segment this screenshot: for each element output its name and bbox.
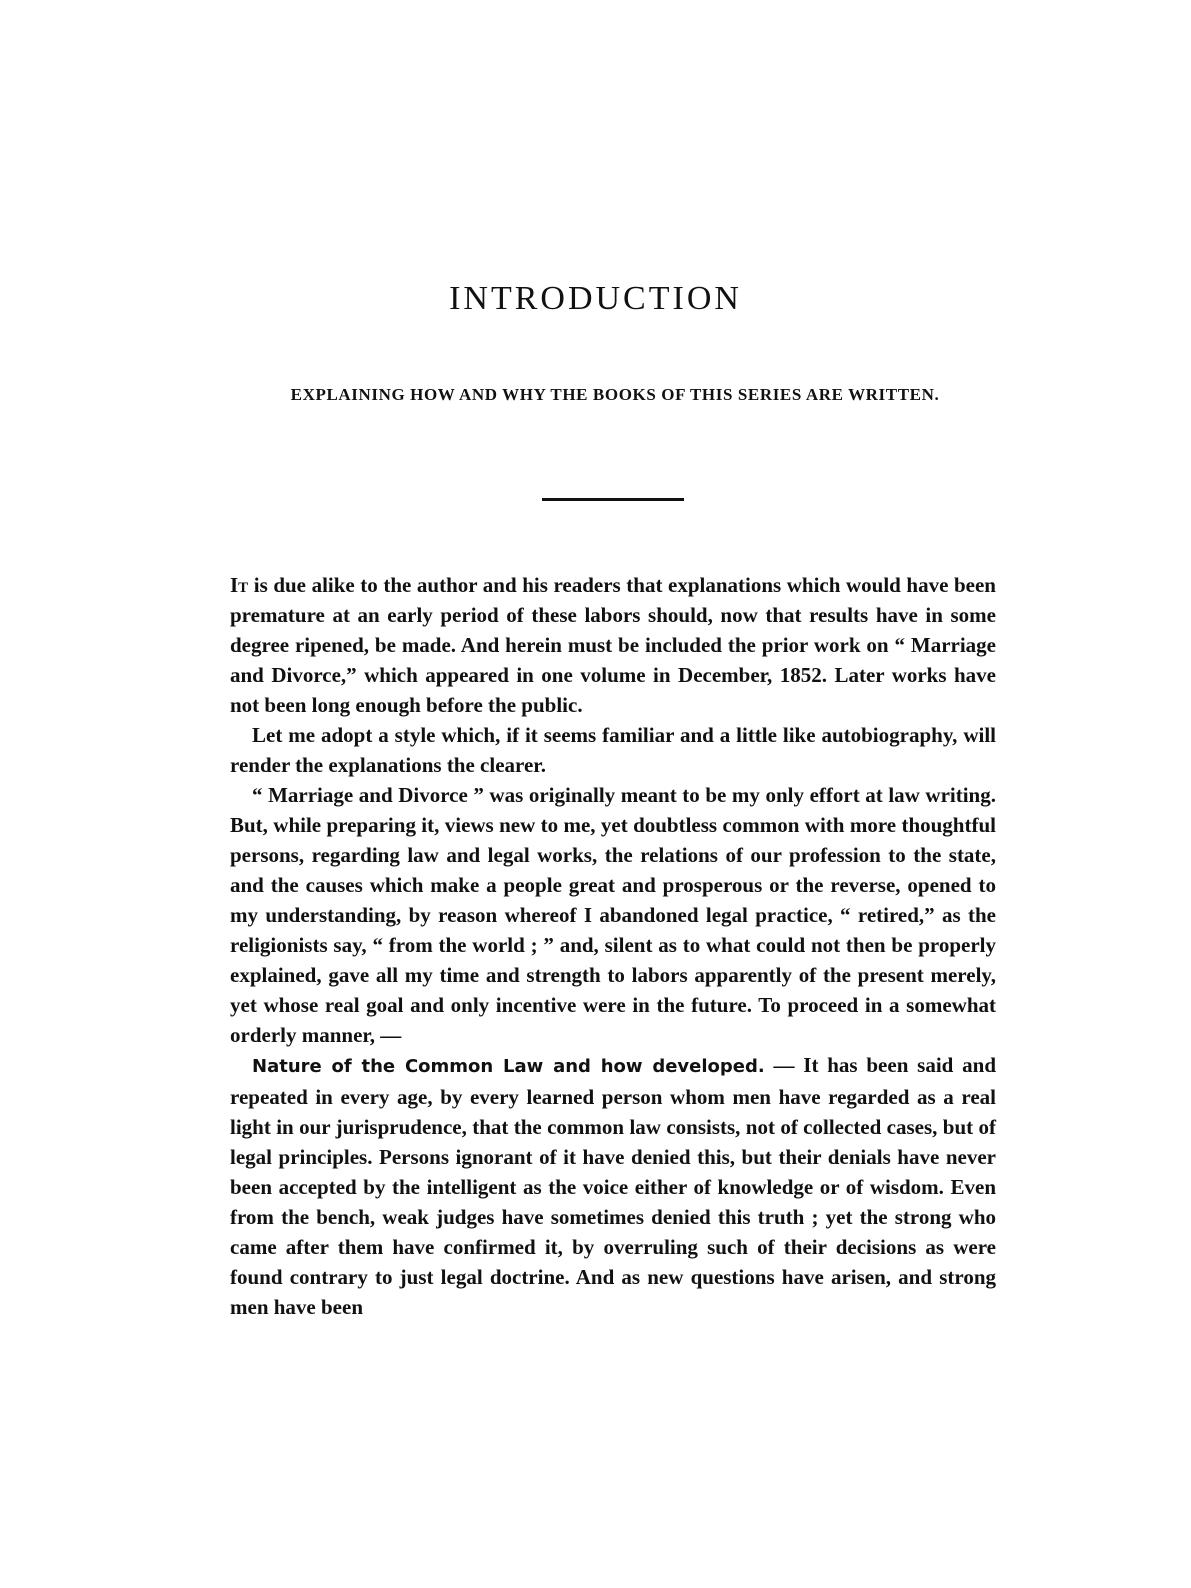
paragraph-3: “ Marriage and Divorce ” was originally meant to be my only effort at law writing. But, while preparing it, views new to me, yet doubtless common with more thoughtful persons, regarding law and legal works, the relations of our profession to the state, and the causes which make a people great and prosperous or the reverse, opened to my understanding, by reason whereof I abandoned legal practice, “ retired,” as the religionists say, “ from the world ; ” and, silent as to what could not then be properly explained, gave all my time and strength to labors apparently of the present merely, yet whose real goal and only incentive were in the future. To proceed in a somewhat orderly manner, — [230,783,996,1047]
body-text [230,570,996,1322]
paragraph-2: Let me adopt a style which, if it seems familiar and a little like autobiography, will render the explanations the clearer. [230,723,996,777]
paragraph-4-text: — It has been said and repeated in every age, by every learned person whom men have regarded as a real light in our jurisprudence, that the common law consists, not of collected cases, but of legal principles. Persons ignorant of it have denied this, but their denials have never been accepted by the intelligent as the voice either of knowledge or of wisdom. Even from the bench, weak judges have sometimes denied this truth ; yet the strong who came after them have confirmed it, by overruling such of their decisions as were found contrary to just legal doctrine. And as new questions have arisen, and strong men have been [230,1053,996,1319]
paragraph-1-text: is due alike to the author and his readers that explanations which would have been premature at an early period of these labors should, now that results have in some degree ripened, be made. And herein must be included the prior work on “ Marriage and Divorce,” which appeared in one volume in December, 1852. Later works have not been long enough before the public. [230,573,996,717]
title-rule [542,498,684,501]
page-subtitle: EXPLAINING HOW AND WHY THE BOOKS OF THIS SERIES ARE WRITTEN. [290,385,940,404]
section-heading: Nature of the Common Law and how developed. [252,1056,765,1077]
drop-lead-word: It [230,573,249,597]
paragraph-4 [230,1050,996,1322]
page-title: INTRODUCTION [449,280,742,317]
paragraph-1 [230,570,996,720]
